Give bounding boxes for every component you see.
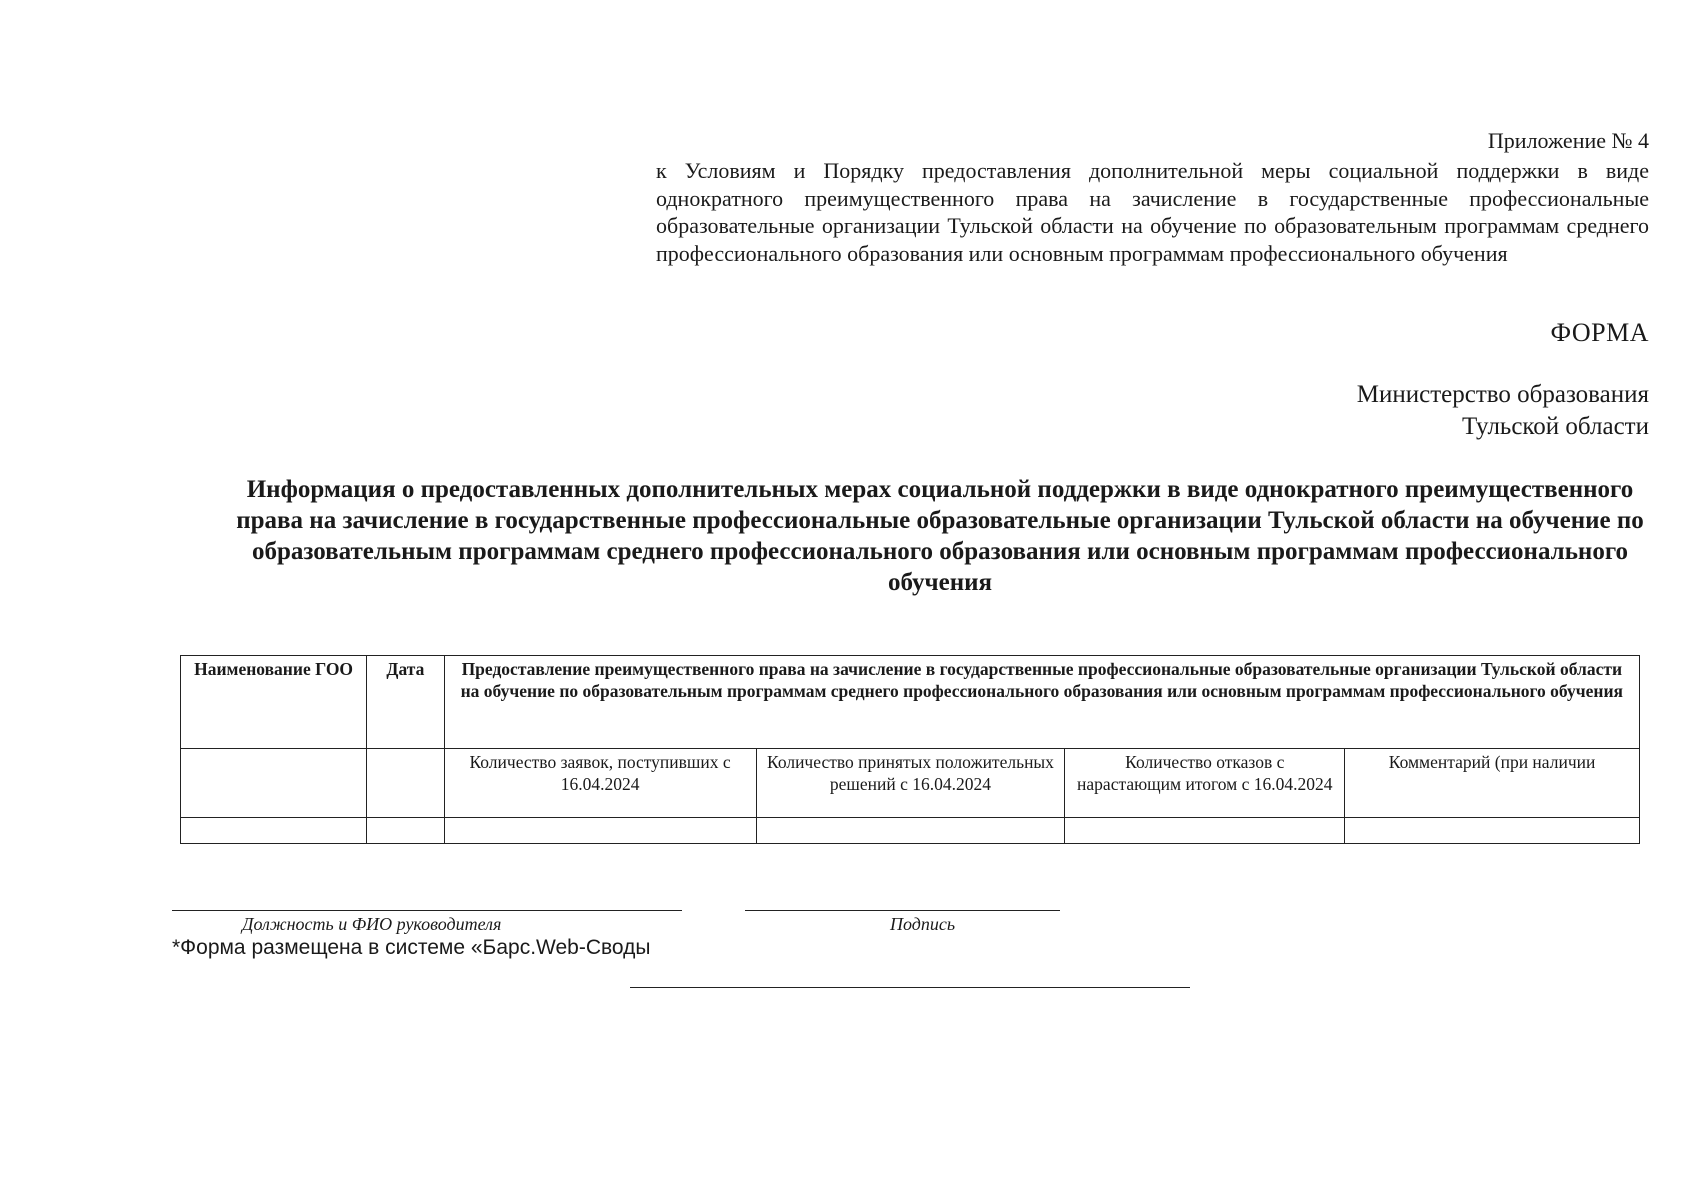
report-table bbox=[180, 655, 1640, 844]
table-row bbox=[181, 818, 1640, 844]
table-subheader-row bbox=[181, 749, 1640, 818]
document-heading: Информация о предоставленных дополнительных мерах социальной поддержки в виде однократного преимущественного права на зачисление в государственные профессиональные образовательные организации Тульской области на обучение по образовательным программам среднего профессионального образования или основным программам профессионального обучения bbox=[236, 476, 1644, 596]
table-header-row bbox=[181, 656, 1640, 749]
cell-comment bbox=[1345, 818, 1640, 844]
header-group-title: Предоставление преимущественного права на зачисление в государственные профессиональные образовательные организации Тульской области на обучение по образовательным программам среднего профессионального образования или основным программам профессионального обучения bbox=[444, 656, 1639, 749]
header-organization-name: Наименование ГОО bbox=[181, 656, 367, 749]
signature-line bbox=[745, 910, 1060, 911]
form-label: ФОРМА bbox=[1550, 318, 1649, 347]
header-date: Дата bbox=[367, 656, 444, 749]
subheader-empty-date bbox=[367, 749, 444, 818]
addressee-line-2: Тульской области bbox=[1462, 413, 1649, 440]
cell-date bbox=[367, 818, 444, 844]
footnote: *Форма размещена в системе «Барс.Web-Своды bbox=[172, 936, 651, 959]
cell-accepted-count bbox=[756, 818, 1065, 844]
addressee bbox=[1357, 379, 1649, 443]
subheader-empty-name bbox=[181, 749, 367, 818]
appendix-title: Приложение № 4 bbox=[1487, 128, 1649, 153]
cell-rejected-count bbox=[1065, 818, 1345, 844]
header-requests-count: Количество заявок, поступивших с 16.04.2024 bbox=[444, 749, 756, 818]
addressee-line-1: Министерство образования bbox=[1356, 381, 1649, 408]
header-comment: Комментарий (при наличии bbox=[1345, 749, 1640, 818]
appendix-text: к Условиям и Порядку предоставления дополнительной меры социальной поддержки в виде однократного преимущественного права на зачисление в государственные профессиональные образовательные организации Тульской области на обучение по образовательным программам среднего профессионального образования или основным программам профессионального обучения bbox=[656, 158, 1649, 266]
header-rejected-count: Количество отказов с нарастающим итогом с 16.04.2024 bbox=[1065, 749, 1345, 818]
position-signature-line bbox=[172, 910, 682, 911]
header-accepted-count: Количество принятых положительных решений с 16.04.2024 bbox=[756, 749, 1065, 818]
footer-divider bbox=[630, 987, 1190, 988]
cell-organization-name bbox=[181, 818, 367, 844]
cell-requests-count bbox=[444, 818, 756, 844]
position-caption: Должность и ФИО руководителя bbox=[242, 914, 502, 934]
signature-caption: Подпись bbox=[890, 914, 956, 934]
